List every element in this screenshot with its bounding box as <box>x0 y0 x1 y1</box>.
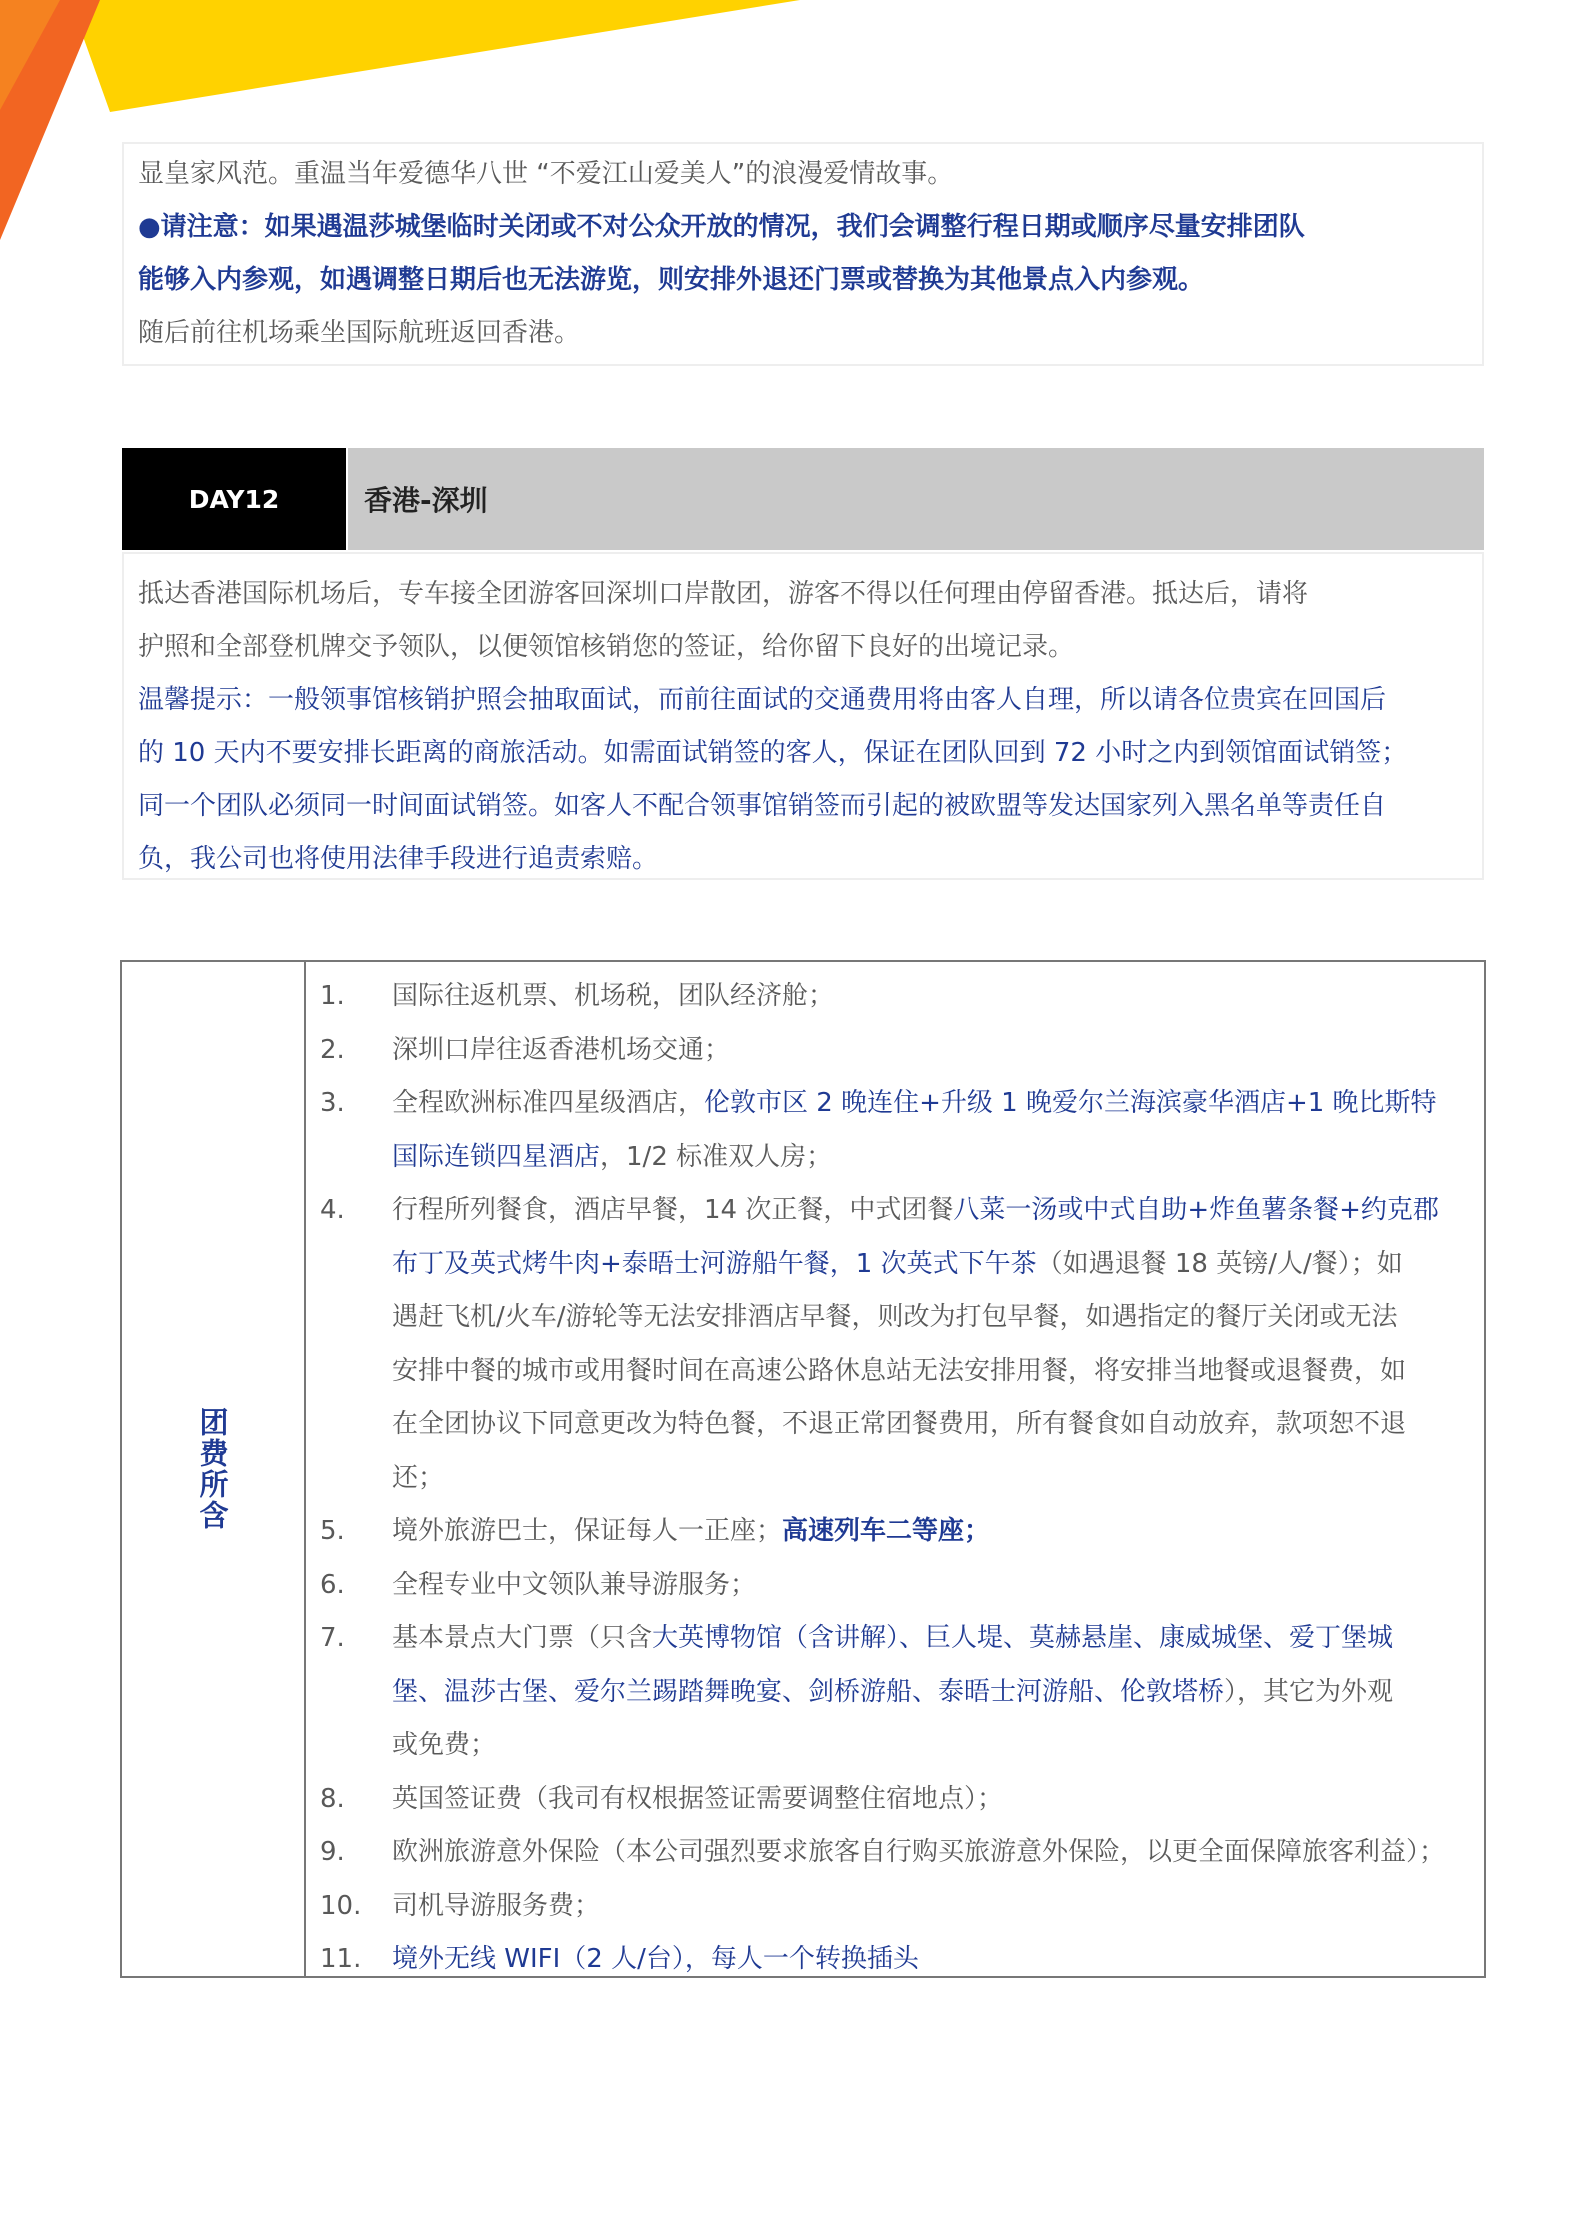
note-line-1: ●请注意：如果遇温莎城堡临时关闭或不对公众开放的情况，我们会调整行程日期或顺序尽量安排团队 <box>138 212 1305 242</box>
fee-item-segment: 基本景点大门票（只含 <box>392 1623 653 1653</box>
day12-header <box>122 448 1484 550</box>
fee-item-segment: 全程欧洲标准四星级酒店， <box>392 1088 705 1118</box>
fee-item-segment: 国际往返机票、机场税，团队经济舱； <box>392 981 835 1011</box>
fee-item-line <box>392 1880 1484 1934</box>
fee-item-segment: 大英博物馆（含讲解）、巨人堤、莫赫悬崖、康威城堡、爱丁堡城 <box>652 1623 1394 1653</box>
fee-item-number: 1. <box>320 981 345 1011</box>
fee-item-segment: 堡、温莎古堡、爱尔兰踢踏舞晚宴、剑桥游船、泰晤士河游船、伦敦塔桥 <box>392 1676 1225 1707</box>
fee-item-segment: 高速列车二等座； <box>782 1516 991 1546</box>
fee-item-segment: 境外旅游巴士，保证每人一正座； <box>392 1516 783 1546</box>
fee-inclusions-table <box>120 960 1486 1978</box>
fee-item <box>306 1880 1484 1934</box>
fee-item-segment: ，1/2 标准双人房； <box>600 1141 833 1172</box>
fee-item-number: 2. <box>320 1034 345 1065</box>
fee-item-number: 11. <box>320 1944 362 1974</box>
fee-item-segment: 布丁及英式烤牛肉+泰晤士河游船午餐，1 次英式下午茶 <box>392 1248 1037 1279</box>
fee-item <box>306 1077 1484 1184</box>
fee-item-text <box>392 1933 1484 1987</box>
fee-item <box>306 1559 1484 1613</box>
fee-item-segment: 八菜一汤或中式自助+炸鱼薯条餐+约克郡 <box>953 1195 1439 1225</box>
continuation-box <box>122 142 1484 366</box>
fee-item <box>306 1024 1484 1078</box>
fee-item-line <box>392 1933 1484 1987</box>
fee-label: 团费所含 <box>195 1407 230 1531</box>
fee-item-line <box>392 1398 1484 1452</box>
fee-item-segment: （如遇退餐 18 英镑/人/餐）；如 <box>1036 1248 1403 1279</box>
fee-item-line <box>392 1077 1484 1131</box>
tip-line-4: 负，我公司也将使用法律手段进行追责索赔。 <box>138 844 659 874</box>
fee-item-line <box>392 1505 1484 1559</box>
fee-item-line <box>392 1345 1484 1399</box>
return-line: 随后前往机场乘坐国际航班返回香港。 <box>138 318 581 348</box>
fee-item-line <box>392 1612 1484 1666</box>
fee-item <box>306 1773 1484 1827</box>
fee-item-line <box>392 970 1484 1024</box>
tip-line-3: 同一个团队必须同一时间面试销签。如客人不配合领事馆销签而引起的被欧盟等发达国家列入黑名单等责任自 <box>138 791 1387 821</box>
fee-item-text <box>392 1826 1484 1880</box>
fee-item-text <box>392 1559 1484 1613</box>
day12-body <box>122 552 1484 880</box>
fee-item-number: 6. <box>320 1569 345 1600</box>
fee-item-segment: 深圳口岸往返香港机场交通； <box>392 1034 731 1065</box>
day12-para-line-1: 抵达香港国际机场后，专车接全团游客回深圳口岸散团，游客不得以任何理由停留香港。抵达后，请将 <box>138 579 1309 609</box>
fee-item-number: 9. <box>320 1837 345 1867</box>
fee-item-segment: 安排中餐的城市或用餐时间在高速公路休息站无法安排用餐，将安排当地餐或退餐费，如 <box>392 1355 1407 1386</box>
fee-item-segment: 司机导游服务费； <box>392 1890 601 1921</box>
fee-item-line <box>392 1826 1484 1880</box>
day12-para-line-2: 护照和全部登机牌交予领队，以便领馆核销您的签证，给你留下良好的出境记录。 <box>138 632 1075 662</box>
royal-line: 显皇家风范。重温当年爱德华八世 “不爱江山爱美人”的浪漫爱情故事。 <box>138 159 954 189</box>
tip-line-1: 温馨提示：一般领事馆核销护照会抽取面试，而前往面试的交通费用将由客人自理，所以请各位贵宾在回国后 <box>138 685 1387 715</box>
fee-item-line <box>392 1719 1484 1773</box>
fee-item <box>306 1505 1484 1559</box>
fee-item-line <box>392 1291 1484 1345</box>
fee-item-segment: 行程所列餐食，酒店早餐，14 次正餐，中式团餐 <box>392 1195 954 1225</box>
fee-item-segment: ），其它为外观 <box>1224 1676 1394 1707</box>
fee-item-segment: 欧洲旅游意外保险（本公司强烈要求旅客自行购买旅游意外保险，以更全面保障旅客利益）； <box>392 1837 1446 1867</box>
fee-item <box>306 1826 1484 1880</box>
fee-item-line <box>392 1238 1484 1292</box>
fee-item-number: 8. <box>320 1783 345 1814</box>
fee-item-line <box>392 1184 1484 1238</box>
fee-item-segment: 在全团协议下同意更改为特色餐，不退正常团餐费用，所有餐食如自动放弃，款项恕不退 <box>392 1409 1407 1439</box>
fee-item-text <box>392 1773 1484 1827</box>
fee-item <box>306 1933 1484 1987</box>
fee-item-segment: 全程专业中文领队兼导游服务； <box>392 1569 757 1600</box>
fee-list <box>306 970 1484 1987</box>
fee-item-segment: 国际连锁四星酒店 <box>392 1141 601 1172</box>
day-title: 香港-深圳 <box>348 448 1484 550</box>
fee-item-text <box>392 970 1484 1024</box>
fee-item-number: 3. <box>320 1088 345 1118</box>
fee-item-text <box>392 1880 1484 1934</box>
fee-item-line <box>392 1024 1484 1078</box>
fee-item <box>306 970 1484 1024</box>
fee-item <box>306 1184 1484 1505</box>
fee-item-text <box>392 1612 1484 1773</box>
fee-item-number: 5. <box>320 1516 345 1546</box>
fee-item-line <box>392 1452 1484 1506</box>
fee-label-cell <box>122 962 306 1976</box>
fee-item-text <box>392 1024 1484 1078</box>
yellow-stripe <box>70 0 800 112</box>
fee-item-segment: 遇赶飞机/火车/游轮等无法安排酒店早餐，则改为打包早餐，如遇指定的餐厅关闭或无法 <box>392 1302 1398 1332</box>
note-line-2: 能够入内参观，如遇调整日期后也无法游览，则安排外退还门票或替换为其他景点入内参观。 <box>138 265 1205 295</box>
fee-item-number: 4. <box>320 1195 345 1225</box>
fee-item <box>306 1612 1484 1773</box>
fee-item-segment: 境外无线 WIFI（2 人/台），每人一个转换插头 <box>392 1944 919 1974</box>
fee-item-line <box>392 1666 1484 1720</box>
fee-item-number: 7. <box>320 1623 345 1653</box>
day-number: DAY12 <box>122 448 346 550</box>
fee-item-segment: 还； <box>392 1462 445 1493</box>
fee-item-text <box>392 1184 1484 1505</box>
fee-item-text <box>392 1077 1484 1184</box>
fee-item-segment: 英国签证费（我司有权根据签证需要调整住宿地点）； <box>392 1783 1004 1814</box>
fee-item-line <box>392 1773 1484 1827</box>
tip-line-2: 的 10 天内不要安排长距离的商旅活动。如需面试销签的客人，保证在团队回到 72 小时之内到领馆面试销签； <box>138 738 1408 768</box>
fee-item-line <box>392 1559 1484 1613</box>
fee-item-segment: 或免费； <box>392 1730 497 1760</box>
fee-item-text <box>392 1505 1484 1559</box>
fee-item-line <box>392 1131 1484 1185</box>
fee-item-segment: 伦敦市区 2 晚连住+升级 1 晚爱尔兰海滨豪华酒店+1 晚比斯特 <box>704 1088 1437 1118</box>
fee-item-number: 10. <box>320 1890 362 1921</box>
